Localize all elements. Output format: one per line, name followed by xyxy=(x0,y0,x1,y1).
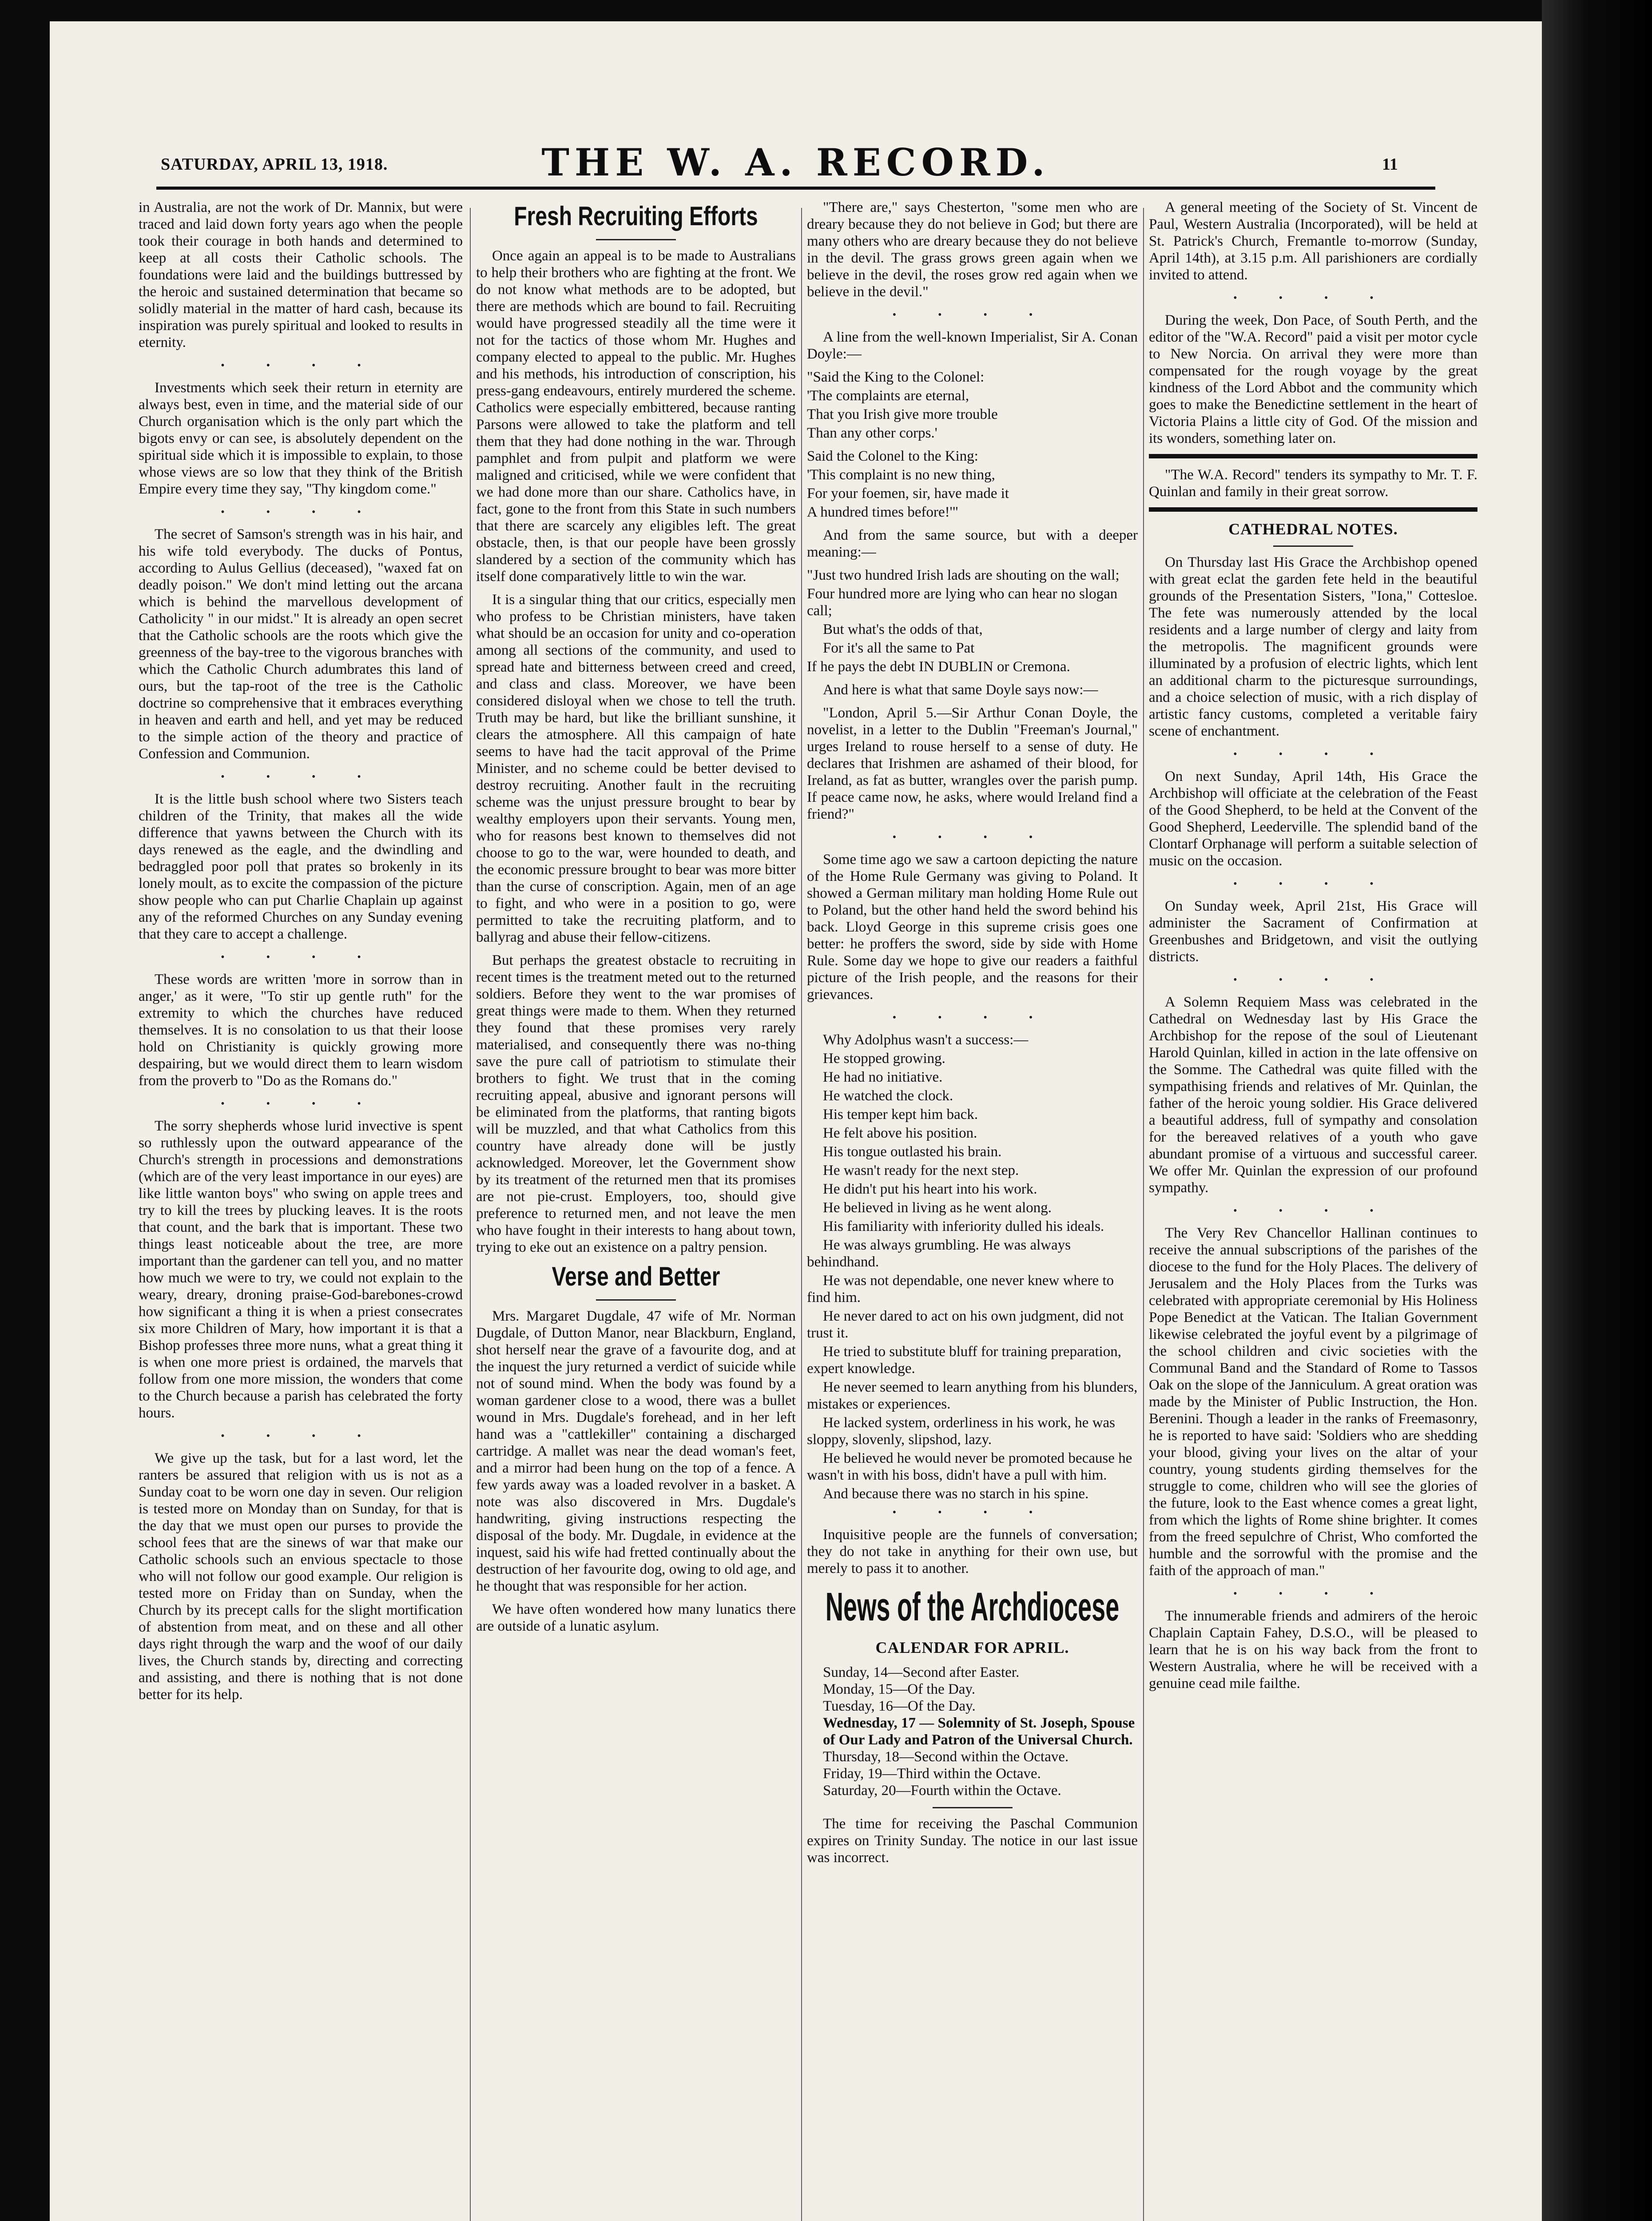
list-line: He didn't put his heart into his work. xyxy=(823,1181,1037,1197)
article-heading: Verse and Better xyxy=(552,1262,720,1291)
paragraph: A general meeting of the Society of St. Vincent de Paul, Western Australia (Incorporated), will be held at St. Patrick's Church, Fremantle to-morrow (Sunday, April 14th), at 3.15 p.m. All parishioners are cordially invited to attend. xyxy=(1149,199,1477,283)
calendar-entry: Monday, 15—Of the Day. xyxy=(823,1681,976,1697)
ornament-divider: • • • • xyxy=(221,360,381,371)
paragraph: Mrs. Margaret Dugdale, 47 wife of Mr. Norman Dugdale, of Dutton Manor, near Blackburn, England, shot herself near the grave of a favourite dog, and at the inquest the jury returned a verdict of suicide while not of sound mind. When the body was found by a woman gardener close to a wood, there was a bullet wound in Mrs. Dugdale's forehead, and in her left hand was a "cattlekiller" containing a discharged cartridge. A mallet was near the dead woman's feet, and a mirror had been hung on the top of a fence. A few yards away was a loaded revolver in a basket. A note was also discovered in Mrs. Dugdale's handwriting, giving instructions respecting the disposal of the body. Mr. Dugdale, in evidence at the inquest, said his wife had fretted continually about the destruction of her favourite dog, owing to old age, and he thought that was responsible for her action. xyxy=(476,1308,796,1594)
page-number: 11 xyxy=(1382,155,1398,174)
list-line: His temper kept him back. xyxy=(823,1107,978,1122)
verse-line: For your foemen, sir, have made it xyxy=(807,486,1009,502)
list-line: His tongue outlasted his brain. xyxy=(823,1144,1002,1160)
paragraph: These words are written 'more in sorrow than in anger,' as it were, "To stir up gentle ruth" for the extremity to which the churches have reduced themselves. It is no consolation to us that their loose hold on Christianity is quickly growing more despairing, but we would direct them to learn wisdom from the proverb to "Do as the Romans do." xyxy=(139,971,463,1089)
verse-line: 'The complaints are eternal, xyxy=(807,388,969,404)
list-line: His familiarity with inferiority dulled his ideals. xyxy=(823,1218,1104,1234)
paragraph: "There are," says Chesterton, "some men who are dreary because they do not believe in God; but there are many others who are dreary because they do not believe in the devil. The grass grows green again when we believe in the devil, the roses grow red again when we believe in the devil." xyxy=(807,199,1138,300)
column-separator xyxy=(1143,208,1144,2221)
verse-line: For it's all the same to Pat xyxy=(823,640,975,656)
column-separator xyxy=(470,208,471,2221)
ornament-divider: • • • • xyxy=(221,506,381,518)
heading-rule xyxy=(1273,545,1353,547)
list-line: He stopped growing. xyxy=(823,1051,945,1067)
paragraph: A Solemn Requiem Mass was celebrated in the Cathedral on Wednesday last by His Grace the Archbishop for the repose of the soul of Lieutenant Harold Quinlan, killed in action in the late offensive on the Somme. The Cathedral was quite filled with the sympathising friends and relatives of Mr. Quinlan, the father of the heroic young soldier. His Grace delivered a beautiful address, full of sympathy and consolation for the bereaved relatives of a youth who gave abundant promise of a virtuous and successful career. We offer Mr. Quinlan the expression of our profound sympathy. xyxy=(1149,994,1477,1196)
list-line: He tried to substitute bluff for training preparation, expert knowledge. xyxy=(807,1344,1122,1377)
paragraph: The time for receiving the Paschal Communion expires on Trinity Sunday. The notice in our last issue was incorrect. xyxy=(807,1816,1138,1866)
section-rule xyxy=(1149,454,1477,458)
newspaper-page xyxy=(50,21,1542,2221)
ornament-divider: • • • • xyxy=(221,771,381,783)
calendar-entry: Friday, 19—Third within the Octave. xyxy=(823,1766,1041,1782)
ornament-divider: • • • • xyxy=(892,832,1052,843)
ornament-divider: • • • • xyxy=(221,951,381,963)
section-heading: CATHEDRAL NOTES. xyxy=(1228,520,1398,538)
list-line: He wasn't ready for the next step. xyxy=(823,1162,1019,1178)
paragraph: The secret of Samson's strength was in his hair, and his wife told everybody. The ducks of Pontus, according to Aulus Gellius (deceased), "waxed fat on deadly poison." We don't mind letting out the arcana which is behind the marvellous development of Catholicity " in our midst." It is already an open secret that the Catholic schools are the roots which give the greenness of the bay-tree to the vigorous branches with which the Catholic Church adumbrates this land of ours, but the tap-root of the tree is the Catholic doctrine so comprehensive that it embraces everything in heaven and earth and hell, and yet may be reduced to the simple action of the theory and practice of Confession and Communion. xyxy=(139,526,463,762)
verse-line: Than any other corps.' xyxy=(807,425,937,441)
list-line: He lacked system, orderliness in his work, he was sloppy, slovenly, slipshod, lazy. xyxy=(807,1415,1116,1448)
list-line: And because there was no starch in his spine. xyxy=(823,1486,1089,1502)
newspaper-title: THE W. A. RECORD. xyxy=(541,140,1050,184)
verse-line: "Just two hundred Irish lads are shouting on the wall; xyxy=(807,567,1120,583)
calendar-entry: Tuesday, 16—Of the Day. xyxy=(823,1698,976,1714)
section-rule xyxy=(1149,507,1477,512)
paragraph: And here is what that same Doyle says now:— xyxy=(823,682,1098,698)
paragraph: We give up the task, but for a last word, let the ranters be assured that religion with us is not as a Sunday coat to be worn one day in seven. Our religion is tested more on Monday than on Sunday, for that is the day that we must open our purses to provide the school fees that are the sinews of war that make our Catholic schools such an envious spectacle to those who will not follow our good example. Our religion is tested more on Friday than on Sunday, when the Church by its precept calls for the slight mortification of abstention from meat, and on these and all other days right through the warp and the woof of our daily lives, the Church stands by, directing and correcting and assisting, and there is nothing that is not done better for its help. xyxy=(139,1450,463,1703)
paragraph: A line from the well-known Imperialist, Sir A. Conan Doyle:— xyxy=(807,329,1138,362)
paragraph: And from the same source, but with a deeper meaning:— xyxy=(807,527,1138,560)
verse-line: "Said the King to the Colonel: xyxy=(807,369,985,385)
ornament-divider: • • • • xyxy=(1233,878,1393,890)
heading-rule xyxy=(596,239,676,240)
calendar-entry: Sunday, 14—Second after Easter. xyxy=(823,1664,1020,1680)
column-separator xyxy=(801,208,802,2221)
paragraph: Once again an appeal is to be made to Australians to help their brothers who are fighting at the front. We do not know what methods are to be adopted, but there are methods which are bound to fail. Recruiting would have progressed steadily all the time were it not for the tactics of those whom Mr. Hughes and company elected to appeal to the public. Mr. Hughes and his methods, his introduction of conscription, his press-gang endeavours, entirely murdered the scheme. Catholics were especially embittered, because ranting Parsons were allowed to take the platform and tell them that they had done nothing in the war. Through pamphlet and from pulpit and platform we were maligned and criticised, while we were confident that we had done more than our share. Catholics have, in fact, gone to the front from this State in such numbers that there are scarcely any eligibles left. The great obstacle, then, is that our people have been grossly slandered by a section of the community which has itself done comparatively little to win the war. xyxy=(476,248,796,585)
heading-rule xyxy=(596,1299,676,1301)
paragraph: On Thursday last His Grace the Archbishop opened with great eclat the garden fete held in the beautiful grounds of the Presentation Sisters, "Iona," Cottesloe. The fete was numerously attended by the local residents and a large number of clergy and laity from the metropolis. The magnificent grounds were illuminated by a profusion of electric lights, which lent an additional charm to the picturesque surroundings, and a choice selection of music, with a rich display of artistic fancy customs, completed a veritable fairy scene of enchantment. xyxy=(1149,554,1477,739)
ornament-divider: • • • • xyxy=(892,1012,1052,1023)
list-line: He never seemed to learn anything from his blunders, mistakes or experiences. xyxy=(807,1379,1138,1412)
list-line: He felt above his position. xyxy=(823,1125,977,1141)
ornament-divider: • • • • xyxy=(1233,974,1393,986)
paragraph: But perhaps the greatest obstacle to recruiting in recent times is the treatment meted out to the returned soldiers. Before they went to the war promises of great things were made to them. When they returned they found that these promises very rarely materialised, and consequently there was no-thing save the pure call of patriotism to stimulate their brothers to fight. We trust that in the coming recruiting appeal, abusive and ignorant persons will be eliminated from the platforms, that ranting bigots will be muzzled, and that what Catholics from this country have already done will be justly acknowledged. Moreover, let the Government show by its treatment of the returned men that its promises are not pie-crust. Employers, too, should give preference to returned men, and not leave the men who have fought in their interests to hang about town, trying to eke out an existence on a paltry pension. xyxy=(476,952,796,1255)
list-line: He was not dependable, one never knew where to find him. xyxy=(807,1273,1114,1306)
verse-line: 'This complaint is no new thing, xyxy=(807,467,995,483)
section-heading: News of the Archdiocese xyxy=(825,1585,1120,1629)
verse-line: Four hundred more are lying who can hear no slogan call; xyxy=(807,586,1118,619)
paragraph: On Sunday week, April 21st, His Grace will administer the Sacrament of Confirmation at Greenbushes and Bridgetown, and visit the outlying districts. xyxy=(1149,898,1477,965)
list-line: He watched the clock. xyxy=(823,1088,953,1104)
calendar-title: CALENDAR FOR APRIL. xyxy=(875,1639,1069,1656)
masthead-rule xyxy=(156,187,1435,190)
paragraph: "The W.A. Record" tenders its sympathy to Mr. T. F. Quinlan and family in their great sorrow. xyxy=(1149,467,1477,500)
paragraph: The Very Rev Chancellor Hallinan continues to receive the annual subscriptions of the parishes of the diocese to the fund for the Holy Places. The delivery of Jerusalem and the Holy Places from the Turks was celebrated with appropriate ceremonial by His Holiness Pope Benedict at the Vatican. The Italian Government likewise celebrated the joyful event by a pilgrimage of the school children and civic societies with the Communal Band and the Standard of Rome to Tassos Oak on the slope of the Janniculum. A great oration was made by the Minister of Public Instruction, the Hon. Berenini. Though a leader in the ranks of Freemasonry, he is reported to have said: 'Soldiers who are shedding your blood, giving your lives on the altar of your country, young students girding themselves for the struggle to come, children who will see the glories of the future, look to the East whence comes a great light, from which the lights of Rome shine brighter. It comes from the freed sepulchre of Christ, Who comforted the humble and the sorrowful with the promise and the faith of the approach of man." xyxy=(1149,1225,1477,1579)
paragraph: On next Sunday, April 14th, His Grace the Archbishop will officiate at the celebration of the Feast of the Good Shepherd, to be held at the Convent of the Good Shepherd, Leederville. The splendid band of the Clontarf Orphanage will perform a suitable selection of music on the occasion. xyxy=(1149,768,1477,869)
calendar-entry: Wednesday, 17 — Solemnity of St. Joseph, Spouse of Our Lady and Patron of the Universal Church. xyxy=(823,1715,1135,1748)
ornament-divider: • • • • xyxy=(221,1430,381,1442)
paragraph: Some time ago we saw a cartoon depicting the nature of the Home Rule Germany was giving to Poland. It showed a German military man holding Home Rule out to Poland, but the other hand held the sword behind his back. Lloyd George in this supreme crisis goes one better: he proffers the sword, side by side with Home Rule. Some day we hope to give our readers a faithful picture of the Irish people, and the reasons for their grievances. xyxy=(807,852,1138,1003)
verse-line: If he pays the debt IN DUBLIN or Cremona. xyxy=(807,659,1070,675)
paragraph: During the week, Don Pace, of South Perth, and the editor of the "W.A. Record" paid a visit per motor cycle to New Norcia. On arrival they were more than compensated for the rough voyage by the great kindness of the Lord Abbot and the community which goes to make the Benedictine settlement in the heart of Victoria Plains a little city of God. Of the mission and its wonders, something later on. xyxy=(1149,312,1477,446)
paragraph: We have often wondered how many lunatics there are outside of a lunatic asylum. xyxy=(476,1601,796,1634)
masthead xyxy=(50,123,1542,186)
paragraph: It is a singular thing that our critics, especially men who profess to be Christian ministers, have taken what should be an occasion for unity and co-operation among all sections of the community, and used to spread hate and bitterness between creed and creed, and class and class. Moreover, we have been considered disloyal when we chose to tell the truth. Truth may be hard, but like the brilliant sunshine, it clears the atmosphere. All this campaign of hate seems to have had the tacit approval of the Prime Minister, and no scheme could be better devised to destroy recruiting. Another fault in the recruiting scheme was the unjust pressure brought to bear by wealthy employers upon their servants. Young men, who for reasons best known to themselves did not choose to go to the war, were hounded to death, and the economic pressure brought to bear was more bitter than the curse of conscription. Again, men of an age to fight, and who were in a position to go, were permitted to take the recruiting platform, and to ballyrag and abuse their fellow-citizens. xyxy=(476,592,796,945)
ornament-divider: • • • • xyxy=(1233,748,1393,760)
list-line: He never dared to act on his own judgment, did not trust it. xyxy=(807,1308,1124,1341)
scan-edge xyxy=(1542,0,1652,2221)
verse-line: That you Irish give more trouble xyxy=(807,406,998,422)
verse-line: Said the Colonel to the King: xyxy=(807,448,978,464)
list-line: Why Adolphus wasn't a success:— xyxy=(823,1032,1029,1048)
column-1 xyxy=(139,199,463,2221)
paragraph: The sorry shepherds whose lurid invective is spent so ruthlessly upon the outward appearance of the Church's strength in processions and demonstrations (which are of the very least importance in our eyes) are like little wanton boys" who swing on apple trees and try to kill the trees by plucking leaves. It is the roots that count, and the bark that is important. These two things least noticeable about the tree, are more important than the gardener can tell you, and no matter how much we were to try, we could not explain to the weary, dreary, droning praise-God-barebones-crowd how significant a thing it is when a priest consecrates six more Children of Mary, how important it is that a Bishop professes three more nuns, what a great thing it is when one more priest is ordained, the marvels that follow from one more mission, the wonders that come to the Church because a parish has celebrated the forty hours. xyxy=(139,1118,463,1421)
calendar-entry: Saturday, 20—Fourth within the Octave. xyxy=(823,1783,1061,1799)
verse-line: But what's the odds of that, xyxy=(823,621,983,637)
paragraph: The innumerable friends and admirers of the heroic Chaplain Captain Fahey, D.S.O., will be pleased to learn that he is on his way back from the front to Western Australia, where he will be received with a genuine cead mile failthe. xyxy=(1149,1608,1477,1692)
paragraph: in Australia, are not the work of Dr. Mannix, but were traced and laid down forty years ago when the people took their courage in both hands and determined to keep at all costs their Catholic schools. The foundations were laid and the buildings buttressed by the heroic and sustained determination that became so solidly material in the matter of hard cash, because its inspiration was purely spiritual and looked to results in eternity. xyxy=(139,199,463,350)
list-line: He believed in living as he went along. xyxy=(823,1200,1052,1216)
article-heading: Fresh Recruiting Efforts xyxy=(514,201,758,231)
ornament-divider: • • • • xyxy=(221,1098,381,1110)
column-3 xyxy=(807,199,1138,2221)
list-line: He was always grumbling. He was always behindhand. xyxy=(807,1237,1071,1270)
ornament-divider: • • • • xyxy=(1233,292,1393,304)
paragraph: Inquisitive people are the funnels of conversation; they do not take in anything for their own use, but merely to pass it to another. xyxy=(807,1527,1138,1576)
issue-date: SATURDAY, APRIL 13, 1918. xyxy=(161,155,388,174)
paragraph: "London, April 5.—Sir Arthur Conan Doyle, the novelist, in a letter to the Dublin "Freeman's Journal," urges Ireland to rouse herself to a sense of duty. He declares that Irishmen are ashamed of their blood, for Ireland, as fat as butter, wrangles over the parish pump. If peace came now, he asks, where would Ireland find a friend?" xyxy=(807,705,1138,822)
paragraph: It is the little bush school where two Sisters teach children of the Trinity, that makes all the wide difference that yawns between the Church with its days renewed as the eagle, and the dwindling and bedraggled poor poll that prates so brokenly in its lonely moult, as to excite the compassion of the picture show people who can put Charlie Chaplain up against any of the reformed Churches on any Sunday evening that they care to accept a challenge. xyxy=(139,791,463,942)
ornament-divider: • • • • xyxy=(1233,1588,1393,1600)
ornament-divider: • • • • xyxy=(892,1507,1052,1518)
section-rule xyxy=(933,1807,1013,1808)
list-line: He had no initiative. xyxy=(823,1069,943,1085)
column-4 xyxy=(1149,199,1477,2221)
paragraph: Investments which seek their return in eternity are always best, even in time, and the material side of our Church organisation which is the only part which the bigots envy or can see, is absolutely dependent on the spiritual side which it is impossible to explain, to those whose views are so low that they think of the British Empire every time they say, "Thy kingdom come." xyxy=(139,380,463,497)
calendar-entry: Thursday, 18—Second within the Octave. xyxy=(823,1749,1069,1765)
column-2 xyxy=(476,199,796,2221)
ornament-divider: • • • • xyxy=(1233,1205,1393,1217)
list-line: He believed he would never be promoted because he wasn't in with his boss, didn't have a pull with him. xyxy=(807,1450,1132,1483)
verse-line: A hundred times before!'" xyxy=(807,504,959,520)
ornament-divider: • • • • xyxy=(892,309,1052,321)
